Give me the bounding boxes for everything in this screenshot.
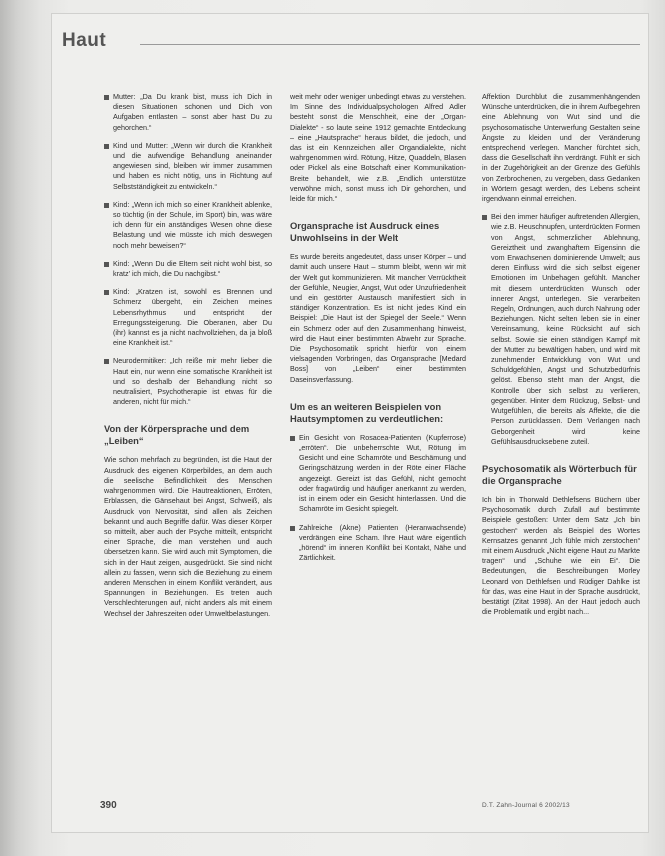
section-title: Haut xyxy=(62,30,107,51)
subheading: Um es an weiteren Beispielen von Hautsymptomen zu verdeutlichen: xyxy=(290,400,444,424)
body-paragraph: Wie schon mehrfach zu begründen, ist die Haut der Ausdruck des eigenen Körperbildes, an dem auch die seelische Befindlichkeit des Menschen wahrgenommen wird. Die Hautreaktionen, Erröten, Erblassen, die Gänsehaut bei Angst, Schweiß, als Ausdruck von Nervosität, sind allen als Zeichen bekannt und auch Begriffe dafür. Was dieser Körper so mitteilt, aber auch der Psyche mitteilt, entspricht einer Sprache, die man verstehen und auch übersetzen kann. Sie wird auch mit Symptomen, die sich in der Haut zeigen, ausgedrückt. Sie sind nicht allein zu fassen, wenn sich die Beziehung zu einem anderen Menschen in einem Konflikt verändert, aus Spannungen in Beziehungen. Es treten auch Verschlechterungen auf, nicht anders als mit einem Wechsel der Jahreszeiten oder Umweltbelastungen. xyxy=(104,455,272,618)
body-paragraph: Es wurde bereits angedeutet, dass unser Körper – und damit auch unsere Haut – stumm bleibt, wenn wir mit der Welt gut kommunizieren. Mit mancher Verrücktheit der Gefühle, Neugier, Angst, Wut oder Unzufriedenheit und ein gestörter Austausch manifestiert sich in ständiger Konzentration. Es ist nicht jedes Kind ein Beispiel: „Die Haut ist der Spiegel der Seele.“ Wenn ein Schmerz oder auf den Zusammenhang hinweist, wird die Haut einer bestimmten Abwehr zur Sprache. Die Psychosomatik spricht hierfür von einem vielsagenden Vorbringen, das Organsprache [Medard Boss] von „Leiben“ einer bestimmten Daseinsverfassung. xyxy=(290,252,466,384)
journal-footer: D.T. Zahn-Journal 6 2002/13 xyxy=(482,802,570,809)
subheading: Psychosomatik als Wörterbuch für die Organsprache xyxy=(482,462,637,486)
list-item: Bei den immer häufiger auftretenden Allergien, wie z.B. Heuschnupfen, unterdrückten Formen von Angst, schmerzlicher Ablehnung, Gereiztheit und zwanghaftem Eigensinn die vom Erwachsenen dominierende Umwelt; aus deren Einfluss wird die sich selbst eigener Emotionen im Unbehagen gefühlt. Mancher mit diesem unterdrückten Wunsch oder innerer Angst, unterlegen. Sie verarbeiten Regeln, Ordnungen, auch durch Nahrung oder Beziehungen. Nicht selten leben sie in einer Vereinsamung, keine Rücksicht auf sich selbst. Sowie sie einen ständigen Kampf mit der Mutter zu bewältigen haben, und wird mit zunehmender Entwicklung von Wut und Schuldgefühlen, Angst und Schutzbedürfnis gelöst. Ebenso steht man der Angst, die Kontrolle über sich selbst zu verlieren, gegenüber. Hinter dem Rückzug, Selbst- und Wutgefühlen, die bereits als Affekte, die die Person zurücklassen. Dem Verlangen nach Geborgenheit wird keine Gefühlsausdrucksebene zuteil. xyxy=(482,212,640,447)
column-1 xyxy=(104,92,272,627)
column-3 xyxy=(482,92,640,625)
header-rule xyxy=(140,44,640,45)
body-paragraph: weit mehr oder weniger unbedingt etwas zu verstehen. Im Sinne des Individualpsychologen Alfred Adler besteht sonst die Menschheit, eine der „Organ-Dialekte“ - so laute seine 1912 gemachte Entdeckung – eine „Hautsprache“ heraus bildet, die jedoch, und das ist ein Kennzeichen aller Organdialekte, nicht wahrgenommen wird. Rötung, Hitze, Quaddeln, Blasen oder Pickel als eine Botschaft einer Kommunikation-Breite behandelt, wie z.B. „Endlich unterstütze verwöhne mich, sonst muss ich Dir gehorchen, und leide für mich.“ xyxy=(290,92,466,204)
list-item: Mutter: „Da Du krank bist, muss ich Dich in diesen Situationen schonen und Dich von Aufgaben entlasten – sonst aber hast Du zu gehorchen.“ xyxy=(104,92,272,133)
list-item: Zahlreiche (Akne) Patienten (Heranwachsende) verdrängen eine Scham. Ihre Haut wäre eigentlich „hörend“ im inneren Konflikt bei Kontakt, Nähe und Zärtlichkeit. xyxy=(290,523,466,564)
list-item: Ein Gesicht von Rosacea-Patienten (Kupferrose) „erröten“. Die unbeherrschte Wut, Rötung im Gesicht und eine Schamröte und Beschämung und Geringschätzung werden in der Röte einer Fläche angezeigt. Gereizt ist das Gefühl, nicht gemocht oder fragwürdig und häufiger anerkannt zu werden, ist in einem oder ein Gesicht hinterlassen. Und die Schamröte im Gesicht spiegelt. xyxy=(290,433,466,515)
body-paragraph: Affektion Durchblut die zusammenhängenden Wünsche unterdrücken, die in ihrem Aufbegehren eine Ablehnung von Wut sind und die psychosomatische Unterwerfung Gestalten seine Ängste zu kleiden und der Veränderung entsprechend verlegen. Mancher fürchtet sich, dass die Gesellschaft ihn verdrängt. Fühlt er sich in der Zugehörigkeit an der Grenze des Gefühls von Zerbrochenen, zu vergeben, dass Gedanken in Wörtern gesagt werden, des Lebens scheint irgendwann einmal erreichen. xyxy=(482,92,640,204)
page-number: 390 xyxy=(100,800,117,811)
list-item: Neurodermitiker: „Ich reiße mir mehr lieber die Haut ein, nur wenn eine somatische Krankheit ist und so deshalb der Behandlung nicht so neutralisiert, Psychotherapie ist etwas für die anderen, nicht für mich.“ xyxy=(104,356,272,407)
list-item: Kind und Mutter: „Wenn wir durch die Krankheit und die aufwendige Behandlung aneinander angewiesen sind, bleiben wir immer zusammen und haben es nicht nötig, uns in Richtung auf Selbstständigkeit zu entwickeln.“ xyxy=(104,141,272,192)
list-item: Kind: „Wenn Du die Eltern seit nicht wohl bist, so kratz' ich mich, die Du nachgibst.“ xyxy=(104,259,272,279)
list-item: Kind: „Kratzen ist, sowohl es Brennen und Schmerz übergeht, ein Zeichen meines Lebensrhythmus und entspricht der Erregungssteigerung. Die Oberanen, aber Du (ihr) kannst es ja nicht nachvollziehen, da ja bloß eine Krankheit ist.“ xyxy=(104,287,272,348)
column-2 xyxy=(290,92,466,571)
list-item: Kind: „Wenn ich mich so einer Krankheit ablenke, so tüchtig (in der Schule, im Sport) bin, was wäre ich denn für ein anständiges Wesen ohne diese Belastung und wie müsste ich mich deswegen noch mehr beweisen?“ xyxy=(104,200,272,251)
subheading: Von der Körpersprache und dem „Leiben“ xyxy=(104,423,250,447)
body-paragraph: Ich bin in Thorwald Dethlefsens Büchern über Psychosomatik durch Zufall auf bestimmte Beispiele gestoßen: Unter dem Satz „Ich bin gestochen“ werden als Beispiel des Wortes Kernsatzes genannt „Ich fühle mich zerstochen“ mit einem Ausdruck „Nicht eigene Haut zu Markte tragen“ und „Schuhe wie ein Ei“. Die Bedeutungen, die Beschreibungen Morley Leonard von Dethlefsen und Rüdiger Dahlke ist für das, was eine Haut in der Sprache ausdrückt, bestätigt (Zitat 1998). An der Haut jedoch auch die Problematik und ergibt nach... xyxy=(482,494,640,617)
subheading: Organsprache ist Ausdruck eines Unwohlseins in der Welt xyxy=(290,220,440,244)
